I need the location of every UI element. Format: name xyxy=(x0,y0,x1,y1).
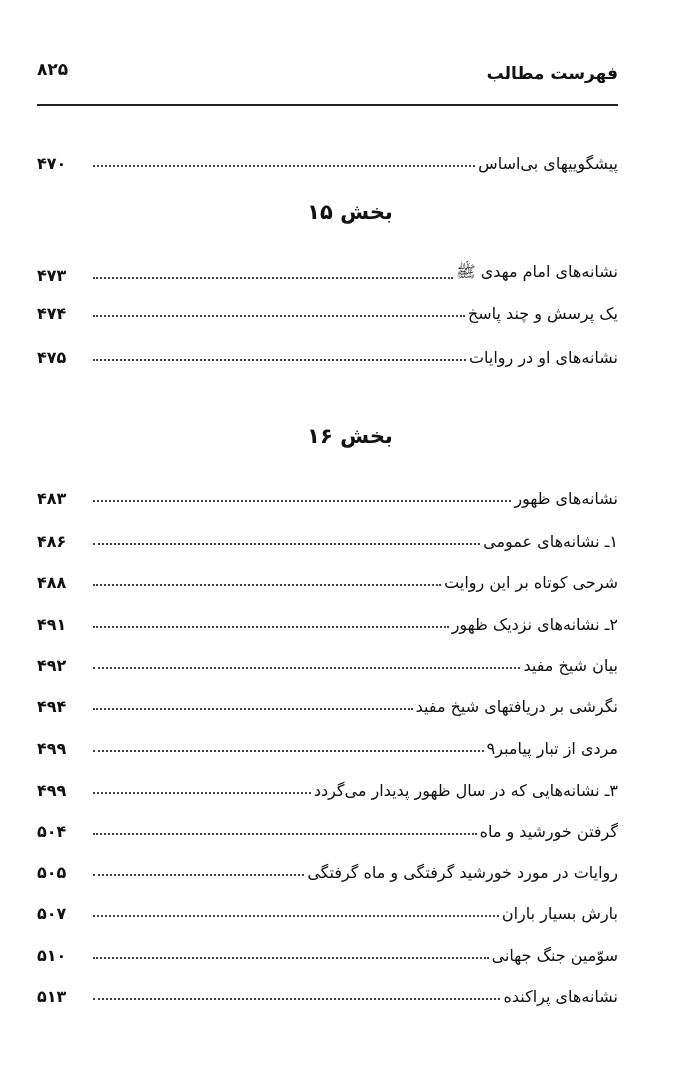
toc-entry xyxy=(37,521,618,551)
toc-entry xyxy=(37,645,618,675)
toc-entry-page: ۵۱۰ xyxy=(37,946,67,965)
dot-leader xyxy=(93,997,500,1000)
toc-entry xyxy=(37,770,618,800)
toc-entry-page: ۴۸۸ xyxy=(37,573,67,592)
dot-leader xyxy=(93,666,520,669)
section-heading-15: بخش ۱۵ xyxy=(307,200,393,224)
toc-entry-page: ۵۱۳ xyxy=(37,987,67,1006)
dot-leader xyxy=(93,749,484,752)
dot-leader xyxy=(93,164,475,167)
toc-entry-title: ۳ـ نشانه‌هایی که در سال ظهور پدیدار می‌گردد xyxy=(313,781,618,800)
toc-entry-page: ۴۹۴ xyxy=(37,697,67,716)
toc-entry-title: سوّمین جنگ جهانی xyxy=(491,946,618,965)
toc-entry xyxy=(37,852,618,882)
dot-leader xyxy=(93,832,477,835)
toc-entry-title: گرفتن خورشید و ماه xyxy=(479,822,618,841)
toc-entry-title: مردی از تبار پیامبر۹ xyxy=(486,739,618,758)
toc-entry-title: نشانه‌های ظهور xyxy=(514,489,618,508)
toc-entry-page: ۵۰۴ xyxy=(37,822,67,841)
section-heading-16: بخش ۱۶ xyxy=(307,424,393,448)
toc-entry-page: ۵۰۵ xyxy=(37,863,67,882)
toc-entry-title: نشانه‌های او در روایات xyxy=(468,348,618,367)
dot-leader xyxy=(93,276,453,279)
dot-leader xyxy=(93,314,465,317)
dot-leader xyxy=(93,707,413,710)
toc-entry-title: ۲ـ نشانه‌های نزدیک ظهور xyxy=(451,615,618,634)
toc-entry-page: ۴۷۵ xyxy=(37,348,67,367)
toc-entry-title: بیان شیخ مفید xyxy=(523,656,618,675)
dot-leader xyxy=(93,542,480,545)
page-header xyxy=(37,58,618,98)
toc-entry xyxy=(37,478,618,508)
toc-entry-title: پیشگوییهای بی‌اساس xyxy=(478,154,618,173)
toc-entry-title: نگرشی بر دریافتهای شیخ مفید xyxy=(415,697,618,716)
dot-leader xyxy=(93,358,466,361)
toc-entry-title: شرحی کوتاه بر این روایت xyxy=(444,573,618,592)
dot-leader xyxy=(93,914,499,917)
toc-entry xyxy=(37,293,618,323)
toc-entry-page: ۴۹۱ xyxy=(37,615,67,634)
toc-entry xyxy=(37,893,618,923)
toc-entry xyxy=(37,686,618,716)
dot-leader xyxy=(93,873,304,876)
dot-leader xyxy=(93,499,511,502)
dot-leader xyxy=(93,583,441,586)
running-title: فهرست مطالب xyxy=(486,64,618,84)
toc-entry xyxy=(37,143,618,173)
toc-entry-page: ۴۷۰ xyxy=(37,154,67,173)
toc-entry xyxy=(37,562,618,592)
toc-entry xyxy=(37,337,618,367)
toc-entry-title: بارش بسیار باران xyxy=(501,904,618,923)
toc-entry-page: ۴۹۹ xyxy=(37,781,67,800)
toc-entry-title: ۱ـ نشانه‌های عمومی xyxy=(483,532,618,551)
toc-entry-page: ۵۰۷ xyxy=(37,904,67,923)
toc-entry xyxy=(37,811,618,841)
toc-entry xyxy=(37,728,618,758)
toc-entry-page: ۴۸۶ xyxy=(37,532,67,551)
toc-entry xyxy=(37,935,618,965)
toc-entry-page: ۴۷۳ xyxy=(37,266,67,285)
toc-entry-page: ۴۸۳ xyxy=(37,489,67,508)
toc-entry xyxy=(37,255,618,285)
dot-leader xyxy=(93,956,489,959)
toc-entry-title: نشانه‌های امام مهدی ﷺ xyxy=(456,262,618,281)
toc-entry-title: روایات در مورد خورشید گرفتگی و ماه گرفتگی xyxy=(307,863,618,882)
toc-entry-page: ۴۹۲ xyxy=(37,656,67,675)
page-number: ۸۲۵ xyxy=(37,60,69,80)
toc-entry-title: یک پرسش و چند پاسخ xyxy=(467,304,618,323)
toc-entry xyxy=(37,604,618,634)
header-rule xyxy=(37,104,618,106)
toc-entry xyxy=(37,976,618,1006)
dot-leader xyxy=(93,625,449,628)
dot-leader xyxy=(93,791,311,794)
toc-entry-page: ۴۹۹ xyxy=(37,739,67,758)
toc-entry-title: نشانه‌های پراکنده xyxy=(503,987,618,1006)
toc-entry-page: ۴۷۴ xyxy=(37,304,67,323)
